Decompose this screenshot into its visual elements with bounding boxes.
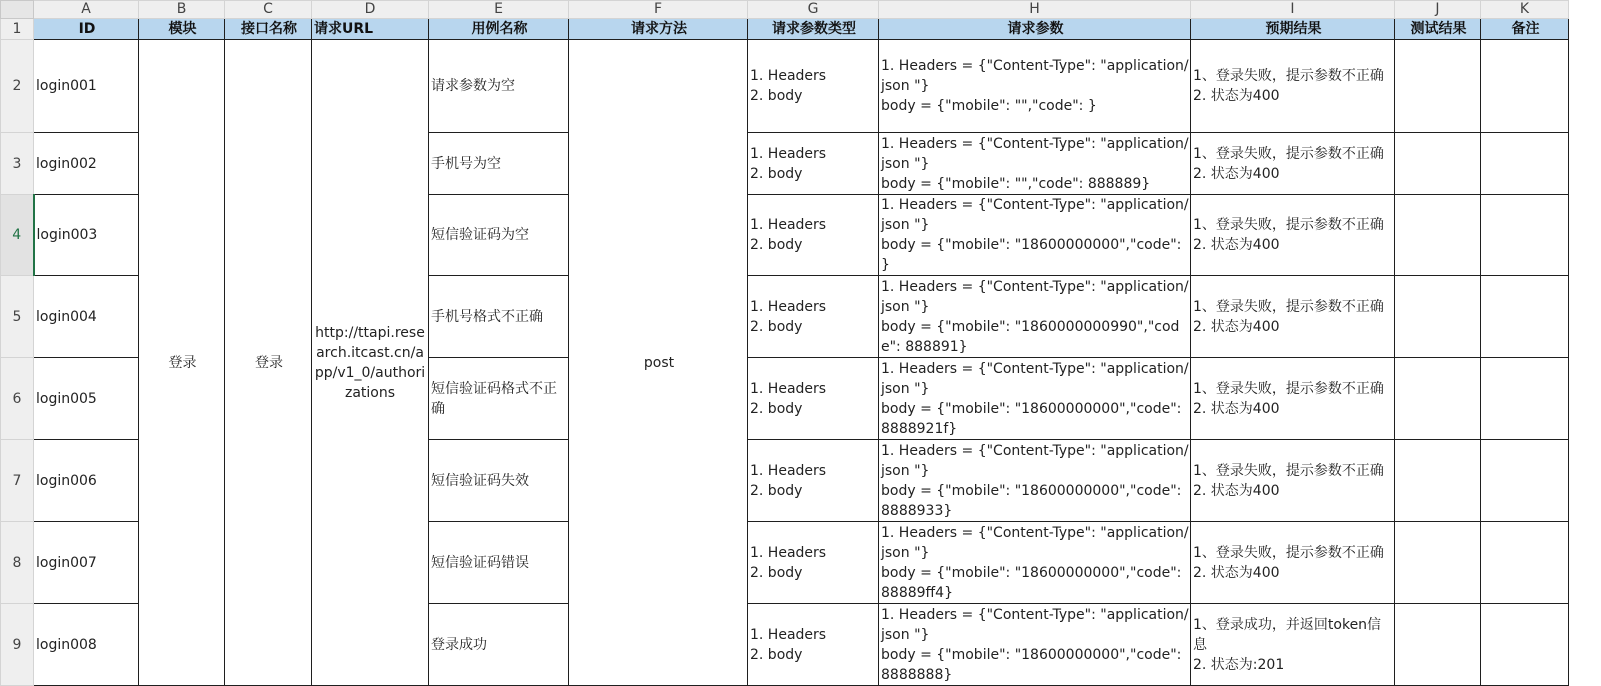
cell-id[interactable]: login002 [34, 133, 139, 195]
cell-notes[interactable] [1481, 604, 1569, 686]
table-row [1, 40, 1569, 133]
header-cell-params[interactable]: 请求参数 [879, 19, 1191, 40]
cell-param-type[interactable]: 1. Headers 2. body [748, 358, 879, 440]
cell-case-name[interactable]: 手机号为空 [429, 133, 569, 195]
cell-expected[interactable]: 1、登录失败，提示参数不正确 2. 状态为400 [1191, 440, 1395, 522]
cell-id[interactable]: login001 [34, 40, 139, 133]
cell-expected[interactable]: 1、登录失败，提示参数不正确 2. 状态为400 [1191, 522, 1395, 604]
cell-id[interactable]: login006 [34, 440, 139, 522]
cell-notes[interactable] [1481, 522, 1569, 604]
cell-expected[interactable]: 1、登录失败，提示参数不正确 2. 状态为400 [1191, 195, 1395, 276]
header-cell-module[interactable]: 模块 [139, 19, 225, 40]
header-cell-result[interactable]: 测试结果 [1395, 19, 1481, 40]
cell-params[interactable]: 1. Headers = {"Content-Type": "application/json "} body = {"mobile": "18600000000","code": 8888933} [879, 440, 1191, 522]
cell-param-type[interactable]: 1. Headers 2. body [748, 522, 879, 604]
cell-case-name[interactable]: 短信验证码失效 [429, 440, 569, 522]
column-header-F[interactable]: F [569, 1, 748, 19]
cell-id[interactable]: login005 [34, 358, 139, 440]
cell-case-name[interactable]: 短信验证码错误 [429, 522, 569, 604]
column-header-row [1, 1, 1569, 19]
cell-params[interactable]: 1. Headers = {"Content-Type": "application/json "} body = {"mobile": "","code": } [879, 40, 1191, 133]
header-row [1, 19, 1569, 40]
column-header-A[interactable]: A [34, 1, 139, 19]
header-cell-param-type[interactable]: 请求参数类型 [748, 19, 879, 40]
column-header-E[interactable]: E [429, 1, 569, 19]
header-cell-method[interactable]: 请求方法 [569, 19, 748, 40]
cell-notes[interactable] [1481, 195, 1569, 276]
cell-notes[interactable] [1481, 40, 1569, 133]
cell-param-type[interactable]: 1. Headers 2. body [748, 133, 879, 195]
cell-expected[interactable]: 1、登录失败，提示参数不正确 2. 状态为400 [1191, 276, 1395, 358]
cell-id[interactable]: login007 [34, 522, 139, 604]
cell-result[interactable] [1395, 358, 1481, 440]
cell-params[interactable]: 1. Headers = {"Content-Type": "application/json "} body = {"mobile": "18600000000","code": } [879, 195, 1191, 276]
cell-param-type[interactable]: 1. Headers 2. body [748, 40, 879, 133]
cell-result[interactable] [1395, 604, 1481, 686]
row-header-2[interactable]: 2 [1, 40, 34, 133]
cell-result[interactable] [1395, 522, 1481, 604]
header-cell-notes[interactable]: 备注 [1481, 19, 1569, 40]
cell-result[interactable] [1395, 40, 1481, 133]
cell-params[interactable]: 1. Headers = {"Content-Type": "application/json "} body = {"mobile": "18600000000","code": 8888888} [879, 604, 1191, 686]
row-header-5[interactable]: 5 [1, 276, 34, 358]
row-header-7[interactable]: 7 [1, 440, 34, 522]
cell-case-name[interactable]: 请求参数为空 [429, 40, 569, 133]
cell-id[interactable]: login004 [34, 276, 139, 358]
cell-interface-merged[interactable]: 登录 [225, 40, 312, 686]
cell-param-type[interactable]: 1. Headers 2. body [748, 604, 879, 686]
cell-params[interactable]: 1. Headers = {"Content-Type": "application/json "} body = {"mobile": "1860000000990","code": 888891} [879, 276, 1191, 358]
cell-result[interactable] [1395, 440, 1481, 522]
cell-notes[interactable] [1481, 440, 1569, 522]
cell-notes[interactable] [1481, 358, 1569, 440]
cell-result[interactable] [1395, 195, 1481, 276]
cell-param-type[interactable]: 1. Headers 2. body [748, 440, 879, 522]
cell-case-name[interactable]: 短信验证码为空 [429, 195, 569, 276]
cell-notes[interactable] [1481, 133, 1569, 195]
cell-params[interactable]: 1. Headers = {"Content-Type": "application/json "} body = {"mobile": "18600000000","code": 8888921f} [879, 358, 1191, 440]
cell-module-merged[interactable]: 登录 [139, 40, 225, 686]
row-header-1[interactable]: 1 [1, 19, 34, 40]
cell-case-name[interactable]: 手机号格式不正确 [429, 276, 569, 358]
header-cell-url[interactable]: 请求URL [312, 19, 429, 40]
cell-expected[interactable]: 1、登录失败，提示参数不正确 2. 状态为400 [1191, 40, 1395, 133]
header-cell-expected[interactable]: 预期结果 [1191, 19, 1395, 40]
row-header-4[interactable]: 4 [1, 195, 34, 276]
cell-id[interactable]: login003 [34, 195, 139, 276]
row-header-8[interactable]: 8 [1, 522, 34, 604]
column-header-B[interactable]: B [139, 1, 225, 19]
row-header-9[interactable]: 9 [1, 604, 34, 686]
cell-url-merged[interactable]: http://ttapi.research.itcast.cn/app/v1_0/authorizations [312, 40, 429, 686]
column-header-I[interactable]: I [1191, 1, 1395, 19]
column-header-G[interactable]: G [748, 1, 879, 19]
cell-result[interactable] [1395, 276, 1481, 358]
cell-params[interactable]: 1. Headers = {"Content-Type": "application/json "} body = {"mobile": "","code": 888889} [879, 133, 1191, 195]
cell-expected[interactable]: 1、登录失败，提示参数不正确 2. 状态为400 [1191, 358, 1395, 440]
header-cell-case-name[interactable]: 用例名称 [429, 19, 569, 40]
cell-params[interactable]: 1. Headers = {"Content-Type": "application/json "} body = {"mobile": "18600000000","code": 88889ff4} [879, 522, 1191, 604]
column-header-C[interactable]: C [225, 1, 312, 19]
cell-param-type[interactable]: 1. Headers 2. body [748, 276, 879, 358]
row-header-3[interactable]: 3 [1, 133, 34, 195]
cell-result[interactable] [1395, 133, 1481, 195]
select-all-corner[interactable] [1, 1, 34, 19]
cell-method-merged[interactable]: post [569, 40, 748, 686]
cell-case-name[interactable]: 登录成功 [429, 604, 569, 686]
header-cell-interface[interactable]: 接口名称 [225, 19, 312, 40]
row-header-6[interactable]: 6 [1, 358, 34, 440]
column-header-D[interactable]: D [312, 1, 429, 19]
column-header-K[interactable]: K [1481, 1, 1569, 19]
cell-expected[interactable]: 1、登录失败，提示参数不正确 2. 状态为400 [1191, 133, 1395, 195]
cell-id[interactable]: login008 [34, 604, 139, 686]
cell-case-name[interactable]: 短信验证码格式不正确 [429, 358, 569, 440]
header-cell-id[interactable]: ID [34, 19, 139, 40]
column-header-H[interactable]: H [879, 1, 1191, 19]
cell-notes[interactable] [1481, 276, 1569, 358]
cell-param-type[interactable]: 1. Headers 2. body [748, 195, 879, 276]
column-header-J[interactable]: J [1395, 1, 1481, 19]
cell-expected[interactable]: 1、登录成功，并返回token信息 2. 状态为:201 [1191, 604, 1395, 686]
